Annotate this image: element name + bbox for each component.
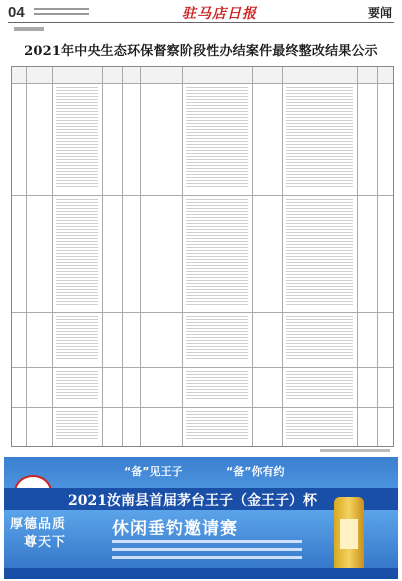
ad-title: 2021汝南县首届茅台王子（金王子）杯: [68, 493, 317, 509]
table-row-divider: [12, 195, 393, 196]
table-header-row: [12, 67, 393, 83]
ad-slogan-line2: 尊天下: [24, 535, 67, 550]
ad-subtitle: 休闲垂钓邀请赛: [112, 519, 238, 539]
ad-footer-bar: [4, 568, 398, 579]
table-column-divider: [182, 67, 183, 446]
article-title: 2021年中央生态环保督察阶段性办结案件最终整改结果公示: [24, 44, 378, 59]
ad-tag-right: “备”你有约: [226, 465, 285, 478]
table-cell-text-block: [56, 316, 98, 361]
table-column-divider: [252, 67, 253, 446]
table-column-divider: [52, 67, 53, 446]
page-number: 04: [8, 4, 25, 21]
table-cell-text-block: [186, 316, 248, 361]
table-column-divider: [26, 67, 27, 446]
ad-organizer-info: [112, 540, 302, 564]
results-table: [11, 66, 394, 447]
table-row-divider: [12, 312, 393, 313]
table-column-divider: [357, 67, 358, 446]
kicker-line: [14, 27, 44, 31]
table-column-divider: [102, 67, 103, 446]
table-cell-text-block: [186, 371, 248, 401]
masthead-logo: 驻马店日报: [182, 6, 257, 22]
table-column-divider: [140, 67, 141, 446]
table-cell-text-block: [56, 371, 98, 401]
liquor-bottle-icon: [334, 497, 364, 573]
advertisement: [4, 457, 398, 579]
table-cell-text-block: [286, 371, 353, 401]
table-cell-text-block: [286, 199, 353, 307]
table-row-divider: [12, 407, 393, 408]
ad-tag-left: “备”见王子: [124, 465, 183, 478]
table-row-divider: [12, 367, 393, 368]
header-rule: [8, 22, 394, 23]
table-cell-text-block: [286, 87, 353, 189]
page-header: [0, 0, 402, 36]
ad-slogan-line1: 厚德品质: [10, 517, 67, 532]
table-row-divider: [12, 83, 393, 84]
table-column-divider: [282, 67, 283, 446]
table-footnote: [320, 449, 390, 452]
table-cell-text-block: [186, 87, 248, 189]
table-cell-text-block: [186, 199, 248, 307]
table-cell-text-block: [286, 411, 353, 441]
table-cell-text-block: [56, 411, 98, 441]
table-cell-text-block: [56, 87, 98, 189]
section-label: 要闻: [367, 6, 392, 20]
table-column-divider: [122, 67, 123, 446]
table-cell-text-block: [186, 411, 248, 441]
table-cell-text-block: [286, 316, 353, 361]
table-column-divider: [377, 67, 378, 446]
table-cell-text-block: [56, 199, 98, 307]
issue-date-lines: [34, 8, 89, 18]
